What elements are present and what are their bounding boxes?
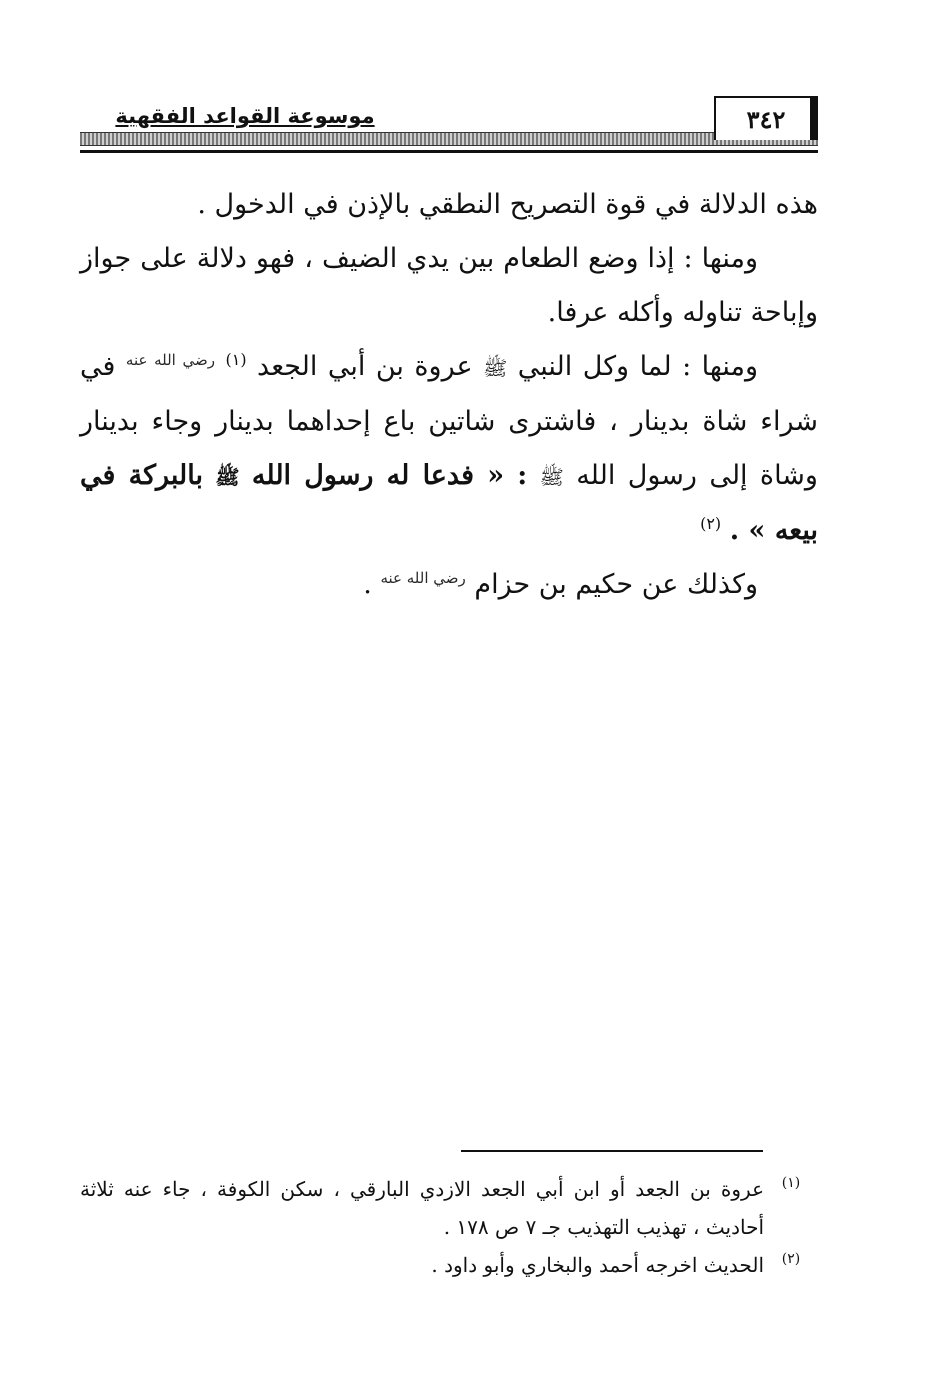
- footnote-marker: (٢): [781, 1251, 801, 1267]
- footnote-text: الحديث اخرجه أحمد والبخاري وأبو داود .: [431, 1253, 764, 1277]
- honorific-symbol: رضي الله عنه: [380, 569, 466, 587]
- paragraph-1: هذه الدلالة في قوة التصريح النطقي بالإذن في الدخول .: [197, 189, 818, 220]
- paragraph-3-part-b: عروة بن أبي الجعد: [257, 351, 473, 382]
- footnote-ref-2: (٢): [700, 514, 722, 533]
- hadith-quote-close: بالبركة في بيعه » .: [80, 460, 818, 546]
- page-header: [80, 96, 818, 156]
- header-rule-bottom: [80, 150, 818, 153]
- salawat-symbol: ﷺ: [215, 465, 240, 489]
- paragraph-2: ومنها : إذا وضع الطعام بين يدي الضيف ، فهو دلالة على جواز وإباحة تناوله وأكله عرفا.: [80, 243, 818, 328]
- honorific-symbol: رضي الله عنه: [125, 351, 215, 369]
- footnote-ref-1: (١): [225, 350, 247, 369]
- running-title: موسوعة القواعد الفقهية: [80, 104, 410, 128]
- paragraph-4-part-b: .: [363, 569, 372, 600]
- paragraph-3-part-c: في شراء شاة بدينار ، فاشترى شاتين باع إحداهما بدينار وجاء بدينار وشاة إلى رسول الله: [80, 351, 818, 491]
- header-rule: [80, 132, 818, 146]
- paragraph-4: [80, 558, 818, 612]
- paragraph-4-part-a: وكذلك عن حكيم بن حزام: [474, 569, 758, 600]
- paragraph-3: [80, 340, 818, 558]
- hadith-quote-open: : « فدعا له رسول الله: [251, 460, 528, 491]
- footnotes: [80, 1170, 818, 1284]
- footnote-marker: (١): [781, 1175, 801, 1191]
- paragraph-3-part-a: ومنها : لما وكل النبي: [517, 351, 758, 382]
- footnote-separator: [461, 1150, 763, 1152]
- salawat-symbol: ﷺ: [539, 465, 564, 489]
- salawat-symbol: ﷺ: [483, 356, 508, 380]
- footnote-text: عروة بن الجعد أو ابن أبي الجعد الازدي البارقي ، سكن الكوفة ، جاء عنه ثلاثة أحاديث ، تهذيب التهذيب جـ ٧ ص ١٧٨ .: [80, 1177, 764, 1239]
- main-text: [80, 178, 818, 612]
- page-number: ٣٤٢: [714, 96, 818, 140]
- footnote-1: [80, 1170, 818, 1246]
- footnote-2: [80, 1246, 818, 1284]
